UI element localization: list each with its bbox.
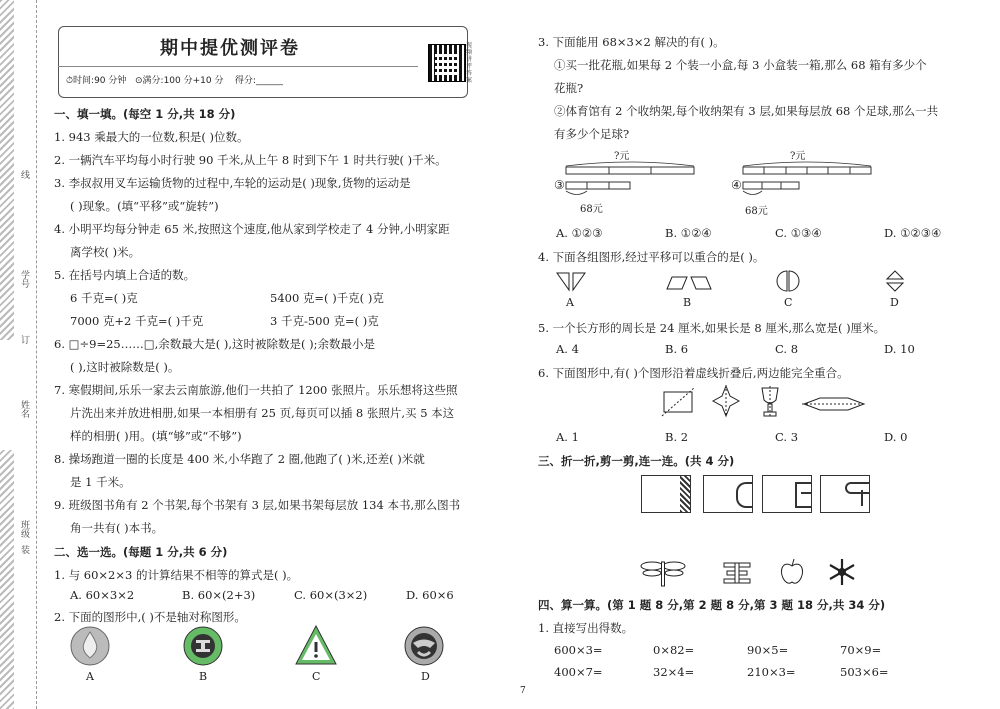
q2-3: 3. 下面能用 68×3×2 解决的有( )。 bbox=[538, 35, 725, 49]
q1-6-cont: ( ),这时被除数是( )。 bbox=[70, 360, 180, 374]
shape-b-parallelograms-icon bbox=[666, 276, 712, 290]
header-info: ⏱时间:90 分钟 ⊙满分:100 分+10 分 得分:______ bbox=[66, 76, 283, 86]
q2-3-item1: ①买一批花瓶,如果每 2 个装一小盒,每 3 小盒装一箱,那么 68 箱有多少个 bbox=[554, 58, 927, 72]
q2-4-letter-b: B bbox=[683, 296, 692, 309]
q1-7-cont1: 片洗出来并放进相册,如果一本相册有 25 页,每页可以插 8 张照片,买 5 本这 bbox=[70, 406, 455, 420]
q1-5-b: 5400 克=( )千克( )克 bbox=[270, 291, 384, 305]
q2-3-item1-cont: 花瓶? bbox=[554, 81, 584, 95]
side-ding: 订 bbox=[19, 335, 29, 344]
q1-6: 6. □÷9=25……□,余数最大是( ),这时被除数是( );余数最小是 bbox=[54, 337, 376, 351]
fold-shape-rectangle-icon bbox=[662, 388, 694, 416]
q1-5-d: 3 千克-500 克=( )克 bbox=[270, 314, 379, 328]
q1-4-cont: 离学校( )米。 bbox=[70, 245, 141, 259]
diagram-3-bars bbox=[566, 160, 706, 202]
diagram-3-label: ③ bbox=[554, 178, 565, 192]
q2-5-opt-b: B. 6 bbox=[665, 342, 689, 356]
q2-6-opt-b: B. 2 bbox=[665, 430, 689, 444]
shape-d-triangles-icon bbox=[885, 270, 905, 292]
q1-5: 5. 在括号内填上合适的数。 bbox=[54, 268, 196, 282]
diagram-3-question: ?元 bbox=[614, 151, 630, 162]
q2-2-letter-a: A bbox=[86, 670, 94, 683]
q1-7-cont2: 样的相册( )用。(填“够”或“不够”) bbox=[70, 429, 242, 443]
q2-5-opt-d: D. 10 bbox=[884, 342, 915, 356]
q1-8: 8. 操场跑道一圈的长度是 400 米,小华跑了 2 圈,他跑了( )米,还差( )米就 bbox=[54, 452, 425, 466]
q2-1-opt-a: A. 60×3×2 bbox=[70, 588, 135, 602]
diagram-3-amount: 68元 bbox=[580, 204, 603, 215]
q2-6-opt-d: D. 0 bbox=[884, 430, 908, 444]
q2-4: 4. 下面各组图形,经过平移可以重合的是( )。 bbox=[538, 250, 765, 264]
shape-c-half-circles-icon bbox=[778, 270, 798, 292]
q2-3-item2: ②体育馆有 2 个收纳架,每个收纳架有 3 层,如果每层放 68 个足球,那么一共 bbox=[554, 104, 939, 118]
emblem-logo-icon bbox=[404, 626, 444, 666]
shape-a-triangles-icon bbox=[556, 272, 586, 292]
q1-2: 2. 一辆汽车平均每小时行驶 90 千米,从上午 8 时到下午 1 时共行驶( )千米。 bbox=[54, 153, 447, 167]
cut-snowflake-icon bbox=[828, 558, 856, 586]
calc-1-1: 600×3= bbox=[554, 643, 603, 657]
binding-line bbox=[36, 0, 37, 709]
q2-6: 6. 下面图形中,有( )个图形沿着虚线折叠后,两边能完全重合。 bbox=[538, 366, 849, 380]
fold-paper-4 bbox=[820, 475, 870, 513]
q1-9-cont: 角一共有( )本书。 bbox=[70, 521, 164, 535]
calc-1-4: 70×9= bbox=[840, 643, 882, 657]
q2-4-letter-d: D bbox=[890, 296, 899, 309]
cut-apple-icon bbox=[779, 558, 805, 586]
q1-5-c: 7000 克+2 千克=( )千克 bbox=[70, 314, 204, 328]
q2-3-opt-b: B. ①②④ bbox=[665, 226, 712, 240]
q1-1: 1. 943 乘最大的一位数,积是( )位数。 bbox=[54, 130, 249, 144]
side-zhuang: 装 bbox=[19, 545, 29, 554]
diagram-4-bars bbox=[743, 160, 883, 202]
q2-1-opt-b: B. 60×(2+3) bbox=[182, 588, 256, 602]
qr-code[interactable] bbox=[428, 44, 466, 82]
cut-dragonfly-icon bbox=[640, 560, 686, 586]
fold-shape-trophy-icon bbox=[757, 386, 783, 418]
diagram-4-amount: 68元 bbox=[745, 206, 768, 217]
side-xingming: 姓名 bbox=[19, 400, 29, 418]
q1-3-cont: ( )现象。(填“平移”或“旋转”) bbox=[70, 199, 219, 213]
q2-6-opt-c: C. 3 bbox=[775, 430, 799, 444]
section-1-title: 一、填一填。(每空 1 分,共 18 分) bbox=[54, 107, 236, 121]
side-banji: 班级 bbox=[19, 520, 29, 538]
q2-4-letter-c: C bbox=[784, 296, 793, 309]
clock-icon: ⏱ bbox=[66, 76, 74, 86]
fold-shape-hexagon-icon bbox=[802, 396, 866, 412]
q4-1: 1. 直接写出得数。 bbox=[538, 621, 634, 635]
diagram-4-question: ?元 bbox=[790, 151, 806, 162]
fold-paper-1 bbox=[641, 475, 691, 513]
section-3-title: 三、折一折,剪一剪,连一连。(共 4 分) bbox=[538, 454, 735, 468]
q2-3-opt-c: C. ①③④ bbox=[775, 226, 822, 240]
page-title: 期中提优测评卷 bbox=[160, 38, 300, 59]
fold-shape-star-icon bbox=[712, 385, 740, 417]
fold-paper-3 bbox=[762, 475, 812, 513]
q1-8-cont: 是 1 千米。 bbox=[70, 475, 131, 489]
q2-3-opt-d: D. ①②③④ bbox=[884, 226, 942, 240]
q2-5-opt-c: C. 8 bbox=[775, 342, 799, 356]
q2-2-letter-c: C bbox=[312, 670, 321, 683]
cut-king-character-icon bbox=[722, 562, 752, 584]
q2-3-item2-cont: 有多少个足球? bbox=[554, 127, 630, 141]
qr-caption: 视频讲评答案 bbox=[466, 42, 473, 84]
q2-2-letter-b: B bbox=[199, 670, 208, 683]
page-number: 7 bbox=[520, 686, 526, 696]
q1-5-a: 6 千克=( )克 bbox=[70, 291, 138, 305]
q2-5: 5. 一个长方形的周长是 24 厘米,如果长是 8 厘米,那么宽是( )厘米。 bbox=[538, 321, 886, 335]
diagram-4-label: ④ bbox=[731, 178, 742, 192]
q2-5-opt-a: A. 4 bbox=[556, 342, 579, 356]
q2-1: 1. 与 60×2×3 的计算结果不相等的算式是( )。 bbox=[54, 568, 299, 582]
warning-triangle-icon bbox=[294, 624, 338, 666]
side-xuehao: 学号 bbox=[19, 270, 29, 288]
coin-logo-icon bbox=[183, 626, 223, 666]
q2-4-letter-a: A bbox=[566, 296, 574, 309]
q1-7: 7. 寒假期间,乐乐一家去云南旅游,他们一共拍了 1200 张照片。乐乐想将这些照 bbox=[54, 383, 458, 397]
q1-3: 3. 李叔叔用叉车运输货物的过程中,车轮的运动是( )现象,货物的运动是 bbox=[54, 176, 411, 190]
q2-1-opt-d: D. 60×6 bbox=[406, 588, 454, 602]
calc-2-1: 400×7= bbox=[554, 665, 603, 679]
calc-1-3: 90×5= bbox=[747, 643, 789, 657]
q2-6-opt-a: A. 1 bbox=[556, 430, 579, 444]
q1-4: 4. 小明平均每分钟走 65 米,按照这个速度,他从家到学校走了 4 分钟,小明家距 bbox=[54, 222, 450, 236]
q2-2: 2. 下面的图形中,( )不是轴对称图形。 bbox=[54, 610, 246, 624]
section-2-title: 二、选一选。(每题 1 分,共 6 分) bbox=[54, 545, 228, 559]
fold-paper-2 bbox=[703, 475, 753, 513]
water-drop-logo-icon bbox=[70, 626, 110, 666]
q2-2-letter-d: D bbox=[421, 670, 430, 683]
side-xian: 线 bbox=[19, 170, 29, 179]
q2-1-opt-c: C. 60×(3×2) bbox=[294, 588, 368, 602]
calc-2-3: 210×3= bbox=[747, 665, 796, 679]
calc-2-4: 503×6= bbox=[840, 665, 889, 679]
calc-2-2: 32×4= bbox=[653, 665, 695, 679]
score-icon: ⊙ bbox=[134, 76, 143, 86]
q1-9: 9. 班级图书角有 2 个书架,每个书架有 3 层,如果书架每层放 134 本书,那么图书 bbox=[54, 498, 461, 512]
calc-1-2: 0×82= bbox=[653, 643, 695, 657]
section-4-title: 四、算一算。(第 1 题 8 分,第 2 题 8 分,第 3 题 18 分,共 34 分) bbox=[538, 598, 886, 612]
q2-3-opt-a: A. ①②③ bbox=[556, 226, 603, 240]
